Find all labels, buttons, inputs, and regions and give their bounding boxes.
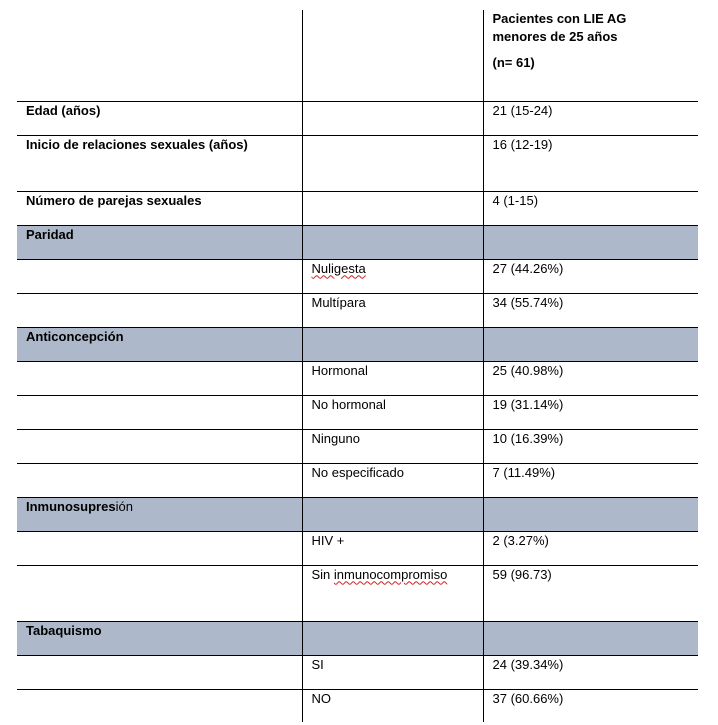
sub-label: Hormonal bbox=[302, 361, 483, 395]
empty-cell bbox=[17, 429, 302, 463]
table-row bbox=[17, 135, 698, 191]
empty-cell bbox=[17, 259, 302, 293]
sub-label: NO bbox=[302, 689, 483, 722]
empty-cell bbox=[302, 191, 483, 225]
column-header-line-2: menores de 25 años bbox=[492, 29, 618, 44]
row-value: 25 (40.98%) bbox=[483, 361, 698, 395]
row-value: 4 (1-15) bbox=[483, 191, 698, 225]
row-label: Número de parejas sexuales bbox=[17, 191, 302, 225]
spellcheck-word: inmunocompromiso bbox=[333, 566, 448, 582]
row-value: 21 (15-24) bbox=[483, 101, 698, 135]
table-row bbox=[17, 101, 698, 135]
empty-cell bbox=[17, 361, 302, 395]
row-value: 34 (55.74%) bbox=[483, 293, 698, 327]
sub-label: No hormonal bbox=[302, 395, 483, 429]
empty-cell bbox=[483, 621, 698, 655]
empty-cell bbox=[302, 497, 483, 531]
row-value: 37 (60.66%) bbox=[483, 689, 698, 722]
category-label bbox=[17, 497, 302, 531]
row-value: 24 (39.34%) bbox=[483, 655, 698, 689]
empty-cell bbox=[17, 689, 302, 722]
row-value: 2 (3.27%) bbox=[483, 531, 698, 565]
category-label: Anticoncepción bbox=[17, 327, 302, 361]
empty-cell bbox=[483, 327, 698, 361]
empty-cell bbox=[483, 497, 698, 531]
table-row bbox=[17, 565, 698, 621]
sub-label bbox=[302, 565, 483, 621]
sub-label: HIV + bbox=[302, 531, 483, 565]
empty-cell bbox=[17, 565, 302, 621]
category-row bbox=[17, 327, 698, 361]
row-value: 59 (96.73) bbox=[483, 565, 698, 621]
empty-cell bbox=[17, 463, 302, 497]
empty-cell bbox=[17, 395, 302, 429]
empty-cell bbox=[17, 655, 302, 689]
row-label: Inicio de relaciones sexuales (años) bbox=[17, 135, 302, 191]
category-row bbox=[17, 497, 698, 531]
category-label-bold: Inmunosupres bbox=[26, 498, 116, 514]
empty-cell bbox=[17, 293, 302, 327]
empty-cell bbox=[302, 621, 483, 655]
column-header bbox=[483, 10, 698, 101]
empty-cell bbox=[302, 225, 483, 259]
table-row bbox=[17, 361, 698, 395]
empty-cell bbox=[302, 101, 483, 135]
table-row bbox=[17, 429, 698, 463]
category-row bbox=[17, 621, 698, 655]
column-header-line-1: Pacientes con LIE AG bbox=[492, 11, 627, 26]
header-empty-cell-1 bbox=[17, 10, 302, 101]
table-row bbox=[17, 531, 698, 565]
category-label-rest: ión bbox=[115, 498, 133, 514]
sub-label: Ninguno bbox=[302, 429, 483, 463]
row-value: 10 (16.39%) bbox=[483, 429, 698, 463]
sub-label-plain: Sin bbox=[311, 566, 334, 582]
category-row bbox=[17, 225, 698, 259]
row-value: 16 (12-19) bbox=[483, 135, 698, 191]
row-label: Edad (años) bbox=[17, 101, 302, 135]
table-row bbox=[17, 293, 698, 327]
category-label: Paridad bbox=[17, 225, 302, 259]
empty-cell bbox=[302, 327, 483, 361]
spellcheck-word: Nuligesta bbox=[311, 260, 366, 276]
table-row bbox=[17, 655, 698, 689]
table-row bbox=[17, 689, 698, 722]
sample-size: (n= 61) bbox=[492, 55, 535, 70]
empty-cell bbox=[302, 135, 483, 191]
row-value: 7 (11.49%) bbox=[483, 463, 698, 497]
table-row bbox=[17, 395, 698, 429]
table-row bbox=[17, 463, 698, 497]
empty-cell bbox=[483, 225, 698, 259]
table-row bbox=[17, 191, 698, 225]
sub-label: No especificado bbox=[302, 463, 483, 497]
category-label: Tabaquismo bbox=[17, 621, 302, 655]
row-value: 27 (44.26%) bbox=[483, 259, 698, 293]
header-empty-cell-2 bbox=[302, 10, 483, 101]
sub-label: Multípara bbox=[302, 293, 483, 327]
sub-label: SI bbox=[302, 655, 483, 689]
patient-characteristics-table bbox=[17, 10, 698, 722]
header-row bbox=[17, 10, 698, 101]
sub-label bbox=[302, 259, 483, 293]
empty-cell bbox=[17, 531, 302, 565]
table-row bbox=[17, 259, 698, 293]
row-value: 19 (31.14%) bbox=[483, 395, 698, 429]
